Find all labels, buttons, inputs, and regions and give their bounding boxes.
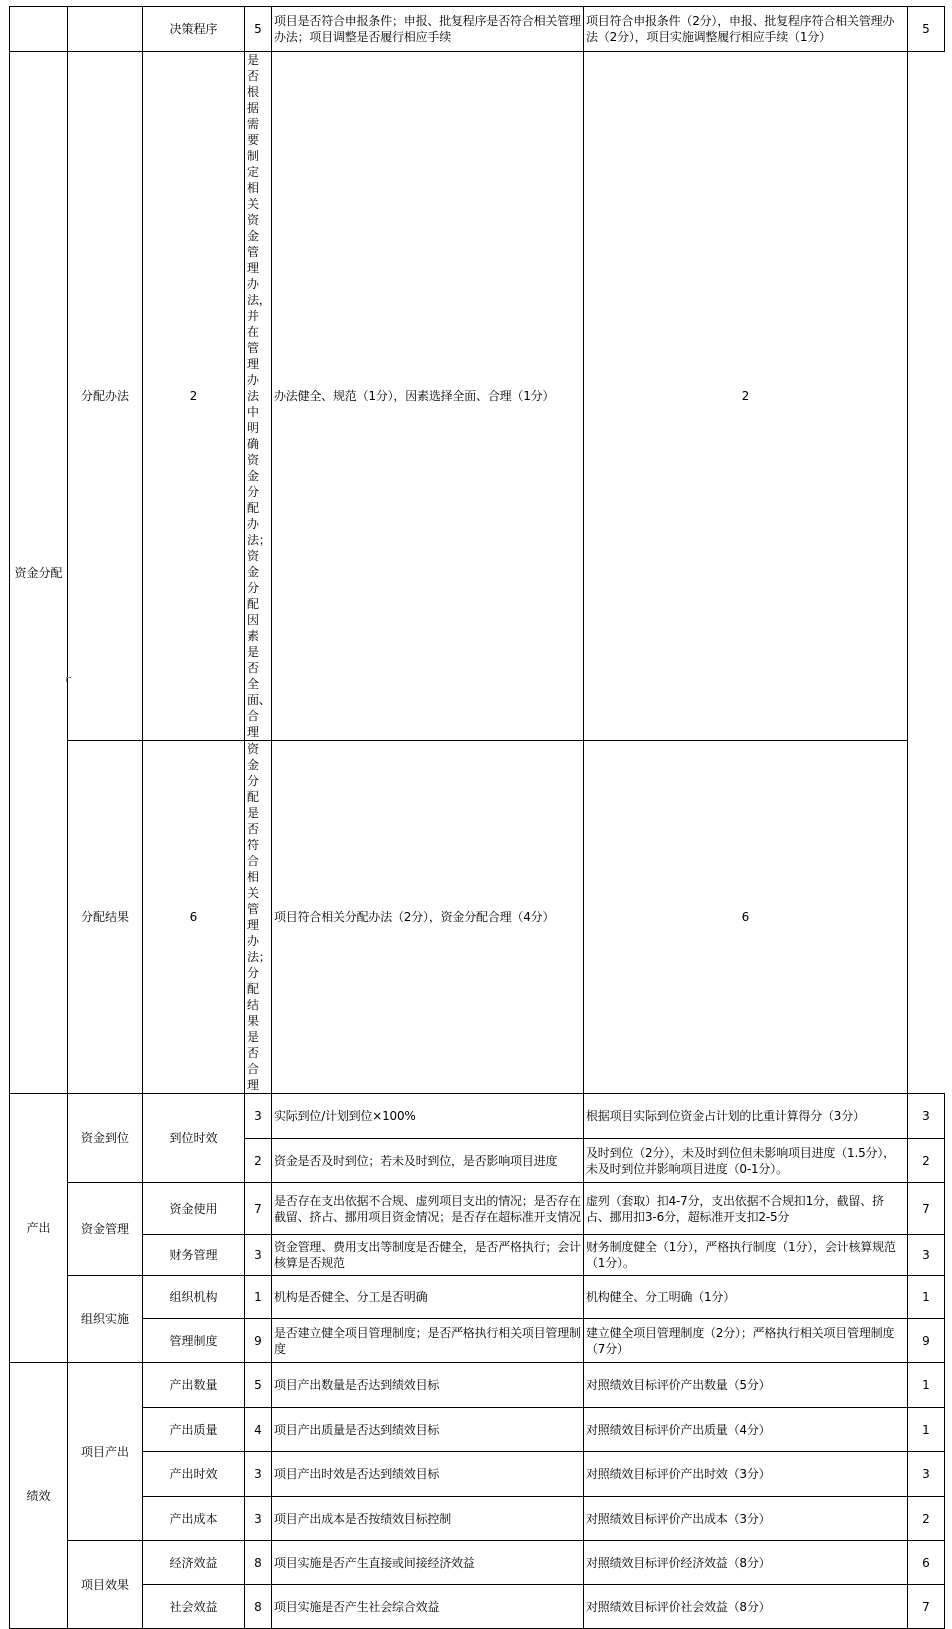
table-row: [10, 1585, 945, 1629]
criteria-cell: 对照绩效目标评价经济效益（8分）: [584, 1541, 908, 1585]
criteria-cell: 及时到位（2分），未及时到位但未影响项目进度（1.5分），未及时到位并影响项目进度（0-1分）。: [584, 1139, 908, 1183]
level3-cell: 经济效益: [143, 1541, 245, 1585]
content-cell: 资金分配是否符合相关管理办法；分配结果是否合理: [245, 741, 272, 1094]
level2-cell: 项目产出: [68, 1363, 143, 1541]
content-cell: 项目实施是否产生直接或间接经济效益: [272, 1541, 584, 1585]
weight-cell: 3: [245, 1094, 272, 1139]
score-cell: 3: [908, 1452, 945, 1497]
criteria-cell: 对照绩效目标评价产出数量（5分）: [584, 1363, 908, 1408]
criteria-cell: 对照绩效目标评价产出质量（4分）: [584, 1408, 908, 1452]
weight-cell: 8: [245, 1541, 272, 1585]
criteria-cell: 建立健全项目管理制度（2分）；严格执行相关项目管理制度（7分）: [584, 1319, 908, 1363]
table-row: [10, 1363, 945, 1408]
table-row: [10, 7, 945, 52]
criteria-cell: 项目符合相关分配办法（2分），资金分配合理（4分）: [272, 741, 584, 1094]
weight-cell: 7: [245, 1183, 272, 1235]
level1-cell: 产出: [10, 1094, 68, 1363]
criteria-cell: 机构健全、分工明确（1分）: [584, 1276, 908, 1319]
weight-cell: 3: [245, 1497, 272, 1541]
level2-cell: 项目效果: [68, 1541, 143, 1629]
level2-cell: 组织实施: [68, 1276, 143, 1363]
content-cell: 是否根据需要制定相关资金管理办法，并在管理办法中明确资金分配办法；资金分配因素是否全面、合理: [245, 52, 272, 741]
weight-cell: 3: [245, 1235, 272, 1276]
level2-cell: 资金管理: [68, 1183, 143, 1276]
content-cell: 项目产出质量是否达到绩效目标: [272, 1408, 584, 1452]
level3-cell: 资金使用: [143, 1183, 245, 1235]
score-cell: 9: [908, 1319, 945, 1363]
score-cell: 3: [908, 1235, 945, 1276]
weight-cell: 2: [245, 1139, 272, 1183]
score-cell: 5: [908, 7, 945, 52]
level3-cell: 分配办法: [68, 52, 143, 741]
level3-cell: 社会效益: [143, 1585, 245, 1629]
table-row: [10, 1452, 945, 1497]
table-row: [10, 1541, 945, 1585]
content-cell: 项目产出数量是否达到绩效目标: [272, 1363, 584, 1408]
level1-cell: 绩效: [10, 1363, 68, 1629]
level2-cell: [68, 7, 143, 52]
level3-cell: 到位时效: [143, 1094, 245, 1183]
content-cell: 资金管理、费用支出等制度是否健全，是否严格执行；会计核算是否规范: [272, 1235, 584, 1276]
content-cell: 项目实施是否产生社会综合效益: [272, 1585, 584, 1629]
level3-cell: 产出成本: [143, 1497, 245, 1541]
weight-cell: 8: [245, 1585, 272, 1629]
table-row: [10, 1319, 945, 1363]
score-cell: 7: [908, 1585, 945, 1629]
level3-cell: 产出质量: [143, 1408, 245, 1452]
criteria-cell: 根据项目实际到位资金占计划的比重计算得分（3分）: [584, 1094, 908, 1139]
level3-cell: 管理制度: [143, 1319, 245, 1363]
level3-cell: 分配结果: [68, 741, 143, 1094]
content-cell: 是否建立健全项目管理制度；是否严格执行相关项目管理制度: [272, 1319, 584, 1363]
level1-cell: [10, 7, 68, 52]
weight-cell: 4: [245, 1408, 272, 1452]
score-cell: 3: [908, 1094, 945, 1139]
score-cell: 2: [908, 1497, 945, 1541]
score-cell: 1: [908, 1363, 945, 1408]
content-cell: 机构是否健全、分工是否明确: [272, 1276, 584, 1319]
level2-cell: 资金到位: [68, 1094, 143, 1183]
criteria-cell: 项目符合申报条件（2分），申报、批复程序符合相关管理办法（2分），项目实施调整履行相应手续（1分）: [584, 7, 908, 52]
weight-cell: 5: [245, 1363, 272, 1408]
level3-cell: 组织机构: [143, 1276, 245, 1319]
score-cell: 2: [584, 52, 908, 741]
weight-cell: 2: [143, 52, 245, 741]
weight-cell: 1: [245, 1276, 272, 1319]
score-cell: 2: [908, 1139, 945, 1183]
performance-score-table: [9, 6, 945, 1629]
weight-cell: 3: [245, 1452, 272, 1497]
weight-cell: 5: [245, 7, 272, 52]
level3-cell: 财务管理: [143, 1235, 245, 1276]
weight-cell: 6: [143, 741, 245, 1094]
page-corner-mark: [66, 677, 71, 682]
table-row: [10, 741, 945, 1094]
table-row: [10, 52, 945, 741]
criteria-cell: 对照绩效目标评价产出时效（3分）: [584, 1452, 908, 1497]
score-cell: 1: [908, 1276, 945, 1319]
criteria-cell: 虚列（套取）扣4-7分，支出依据不合规扣1分，截留、挤占、挪用扣3-6分，超标准开支扣2-5分: [584, 1183, 908, 1235]
table-row: [10, 1235, 945, 1276]
content-cell: 项目产出时效是否达到绩效目标: [272, 1452, 584, 1497]
content-cell: 实际到位/计划到位×100%: [272, 1094, 584, 1139]
level3-cell: 决策程序: [143, 7, 245, 52]
score-cell: 7: [908, 1183, 945, 1235]
criteria-cell: 对照绩效目标评价产出成本（3分）: [584, 1497, 908, 1541]
score-cell: 6: [908, 1541, 945, 1585]
score-cell: 6: [584, 741, 908, 1094]
table-row: [10, 1276, 945, 1319]
level3-cell: 产出时效: [143, 1452, 245, 1497]
score-cell: 1: [908, 1408, 945, 1452]
content-cell: 项目产出成本是否按绩效目标控制: [272, 1497, 584, 1541]
content-cell: 是否存在支出依据不合规、虚列项目支出的情况；是否存在截留、挤占、挪用项目资金情况；是否存在超标准开支情况: [272, 1183, 584, 1235]
level2-cell: 资金分配: [10, 52, 68, 1094]
content-cell: 项目是否符合申报条件；申报、批复程序是否符合相关管理办法；项目调整是否履行相应手续: [272, 7, 584, 52]
table-row: [10, 1497, 945, 1541]
table-row: [10, 1094, 945, 1139]
criteria-cell: 对照绩效目标评价社会效益（8分）: [584, 1585, 908, 1629]
criteria-cell: 办法健全、规范（1分），因素选择全面、合理（1分）: [272, 52, 584, 741]
table-row: [10, 1183, 945, 1235]
table-row: [10, 1408, 945, 1452]
criteria-cell: 财务制度健全（1分），严格执行制度（1分），会计核算规范（1分）。: [584, 1235, 908, 1276]
content-cell: 资金是否及时到位；若未及时到位，是否影响项目进度: [272, 1139, 584, 1183]
weight-cell: 9: [245, 1319, 272, 1363]
level3-cell: 产出数量: [143, 1363, 245, 1408]
